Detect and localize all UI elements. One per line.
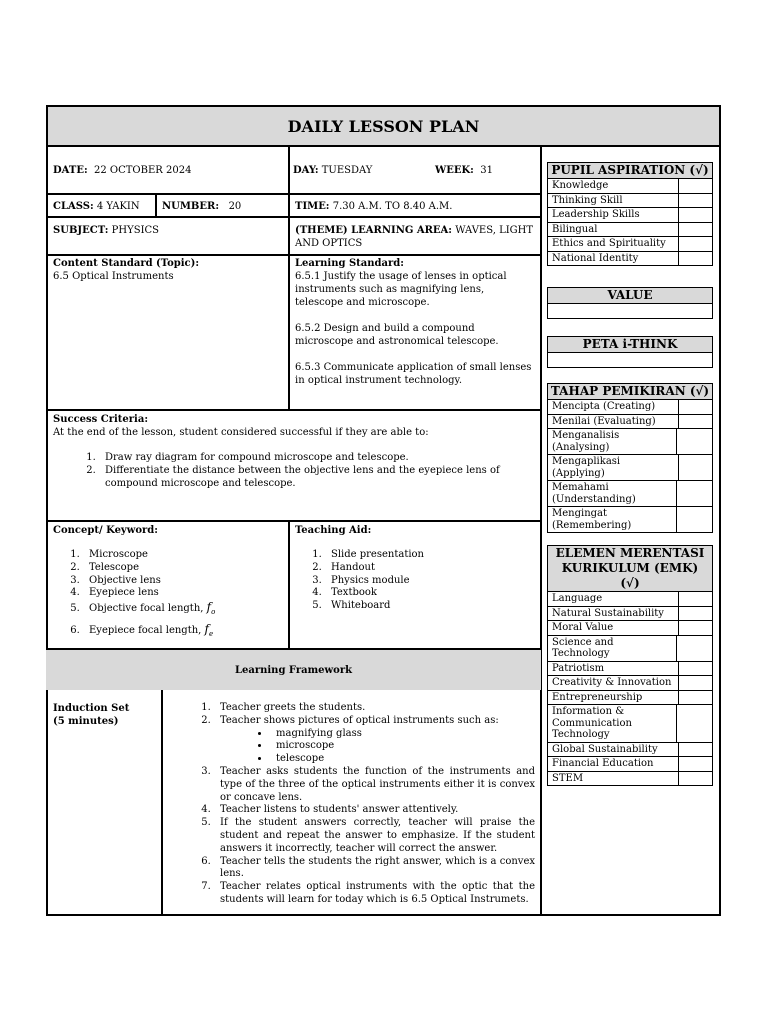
checkbox-cell[interactable] [679,223,712,237]
list-item [83,600,283,620]
time-field [295,200,452,213]
learning-area-value: WAVES, LIGHT AND OPTICS [295,225,534,249]
divider [46,216,541,218]
checkbox-cell[interactable] [679,252,712,266]
focal-subscript: e [208,630,214,639]
checklist-label: Bilingual [548,223,679,237]
number-value: 20 [228,201,242,212]
day-label: DAY: [293,165,319,176]
induction-set [53,702,157,728]
list-item: 1. Draw ray diagram for compound microscope and telescope. [99,452,537,465]
checkbox-cell[interactable] [679,592,712,606]
list-item: 4. Teacher listens to students' answer attentively. [214,804,535,817]
subject-value: PHYSICS [111,225,160,236]
checklist-row [548,179,712,194]
checklist-label: Menganalisis (Analysing) [548,429,677,454]
teaching-aid [295,524,535,613]
value-box [547,287,713,319]
checklist-label: Menilai (Evaluating) [548,415,679,429]
checklist-row [548,429,712,455]
checklist-row [548,662,712,677]
learning-standard-item: 6.5.2 Design and build a compound microscope and astronomical telescope. [295,323,499,347]
subject-label: SUBJECT: [53,225,109,236]
emk-box [547,545,713,786]
week-label: WEEK: [435,165,474,176]
checklist-row [548,636,712,662]
checklist-label: Creativity & Innovation [548,676,679,690]
divider [155,193,157,217]
checkbox-cell[interactable] [679,194,712,208]
value-title: VALUE [548,288,712,304]
checklist-row [548,194,712,209]
teaching-aid-label: Teaching Aid: [295,525,372,536]
checkbox-cell[interactable] [679,179,712,193]
checklist-label: Ethics and Spirituality [548,237,679,251]
list-item: 1. Teacher greets the students. [214,702,535,715]
peta-ithink-box [547,336,713,368]
checklist-label: Patriotism [548,662,679,676]
class-label: CLASS: [53,201,94,212]
checklist-label: Mencipta (Creating) [548,400,679,414]
checklist-row [548,592,712,607]
learning-standard [295,257,535,387]
class-field [53,200,140,213]
checkbox-cell[interactable] [679,662,712,676]
focal-subscript: o [211,608,216,617]
list-item [83,620,283,643]
checklist-label: National Identity [548,252,679,266]
list-item: 3. Physics module [325,575,535,588]
checklist-label: Information & Communication Technology [548,705,677,742]
checklist-row [548,208,712,223]
list-item: 1. Slide presentation [325,549,535,562]
checklist-label: Global Sustainability [548,743,679,757]
peta-ithink-title: PETA i-THINK [548,337,712,353]
pupil-aspiration-box [547,162,713,266]
success-criteria [53,413,537,490]
checkbox-cell[interactable] [679,743,712,757]
checkbox-cell[interactable] [679,676,712,690]
subject-field [53,224,159,237]
success-criteria-intro: At the end of the lesson, student considered successful if they are able to: [53,427,429,438]
divider [46,193,541,195]
list-item: 5. If the student answers correctly, teacher will praise the student and repeat the answer to emphasize. If the student answers it incorrectly, teacher will correct the answer. [214,817,535,855]
content-standard-value: 6.5 Optical Instruments [53,271,174,282]
list-item: 3. Teacher asks students the function of the instruments and type of the three of the optical instruments either it is convex or concave lens. [214,766,535,804]
checkbox-cell[interactable] [679,455,712,480]
checklist-row [548,757,712,772]
induction-steps [168,702,535,907]
induction-duration: (5 minutes) [53,716,119,727]
learning-area-field [295,224,535,250]
content-standard-label: Content Standard (Topic): [53,258,200,269]
list-item: 4. Textbook [325,587,535,600]
week-value: 31 [480,165,493,176]
concept-item-text: Eyepiece focal length, [89,625,202,637]
checklist-row [548,621,712,636]
checklist-row [548,772,712,786]
checkbox-cell[interactable] [679,772,712,786]
checkbox-cell[interactable] [679,208,712,222]
checklist-row [548,237,712,252]
checklist-row [548,252,712,266]
list-item: 2. Telescope [83,562,283,575]
date-label: DATE: [53,165,88,176]
tahap-title: TAHAP PEMIKIRAN (√) [548,384,712,400]
content-standard [53,257,283,283]
checklist-label: Knowledge [548,179,679,193]
checklist-row [548,481,712,507]
concept-label: Concept/ Keyword: [53,525,158,536]
divider [288,520,290,649]
checkbox-cell[interactable] [679,400,712,414]
number-label: NUMBER: [162,201,220,212]
checkbox-cell[interactable] [679,607,712,621]
checklist-row [548,223,712,238]
learning-standard-item: 6.5.1 Justify the usage of lenses in optical instruments such as magnifying lens, telescope and microscope. [295,271,507,308]
date-field [53,164,191,177]
checklist-label: Mengaplikasi (Applying) [548,455,679,480]
checklist-row [548,705,712,743]
checklist-label: Mengingat (Remembering) [548,507,677,532]
divider [540,147,542,916]
list-item: 6. Teacher tells the students the right answer, which is a convex lens. [214,856,535,882]
checklist-row [548,607,712,622]
learning-standard-label: Learning Standard: [295,258,404,269]
learning-area-label: (THEME) LEARNING AREA: [295,225,452,236]
day-field [293,164,372,177]
success-criteria-label: Success Criteria: [53,414,149,425]
checklist-row [548,455,712,481]
sub-list-item: • telescope [270,753,535,766]
day-value: TUESDAY [321,165,373,176]
checklist-row [548,691,712,706]
focal-symbol: f [206,600,212,615]
sub-list-item: • magnifying glass [270,728,535,741]
checkbox-cell[interactable] [679,691,712,705]
emk-title: ELEMEN MERENTASI KURIKULUM (EMK) (√) [548,546,712,592]
date-value: 22 OCTOBER 2024 [94,165,192,176]
page-title: DAILY LESSON PLAN [46,105,721,147]
checkbox-cell[interactable] [677,507,712,532]
checklist-row [548,415,712,430]
peta-entry-cell[interactable] [548,353,712,367]
divider [46,520,541,522]
induction-label: Induction Set [53,703,130,714]
class-value: 4 YAKIN [96,201,140,212]
checklist-label: Natural Sustainability [548,607,679,621]
checkbox-cell[interactable] [679,237,712,251]
list-item: 1. Microscope [83,549,283,562]
concept-item-text: Objective focal length, [89,603,204,615]
checklist-label: STEM [548,772,679,786]
checklist-label: Entrepreneurship [548,691,679,705]
list-item: 4. Eyepiece lens [83,587,283,600]
list-item: 3. Objective lens [83,575,283,588]
list-item: 2. Handout [325,562,535,575]
checkbox-cell[interactable] [679,415,712,429]
checkbox-cell[interactable] [677,705,712,742]
divider [46,254,541,256]
pupil-aspiration-title: PUPIL ASPIRATION (√) [548,163,712,179]
step-text: Teacher shows pictures of optical instruments such as: [220,714,499,726]
checkbox-cell[interactable] [677,429,712,454]
checklist-row [548,400,712,415]
checklist-row [548,507,712,532]
list-item [214,715,535,766]
checkbox-cell[interactable] [679,621,712,635]
focal-symbol: f [204,622,209,637]
checklist-label: Language [548,592,679,606]
time-value: 7.30 A.M. TO 8.40 A.M. [332,201,453,212]
checklist-label: Science and Technology [548,636,677,661]
checklist-row [548,676,712,691]
checklist-label: Memahami (Understanding) [548,481,677,506]
checklist-row [548,743,712,758]
time-label: TIME: [295,201,330,212]
list-item: 5. Whiteboard [325,600,535,613]
divider [288,147,290,410]
concept-keyword [53,524,283,643]
checkbox-cell[interactable] [677,636,712,661]
week-field [435,164,493,177]
checkbox-cell[interactable] [677,481,712,506]
number-field [162,200,241,213]
list-item: 7. Teacher relates optical instruments with the optic that the students will learn for today which is 6.5 Optical Instrumets. [214,881,535,907]
checkbox-cell[interactable] [679,757,712,771]
divider [161,688,163,916]
checklist-label: Moral Value [548,621,679,635]
checklist-label: Financial Education [548,757,679,771]
learning-framework-header: Learning Framework [46,650,541,690]
checklist-label: Thinking Skill [548,194,679,208]
tahap-pemikiran-box [547,383,713,533]
list-item: 2. Differentiate the distance between the objective lens and the eyepiece lens of compound microscope and telescope. [99,465,537,491]
value-entry-cell[interactable] [548,304,712,318]
checklist-label: Leadership Skills [548,208,679,222]
sub-list-item: • microscope [270,740,535,753]
divider [46,409,541,411]
learning-standard-item: 6.5.3 Communicate application of small lenses in optical instrument technology. [295,362,532,386]
